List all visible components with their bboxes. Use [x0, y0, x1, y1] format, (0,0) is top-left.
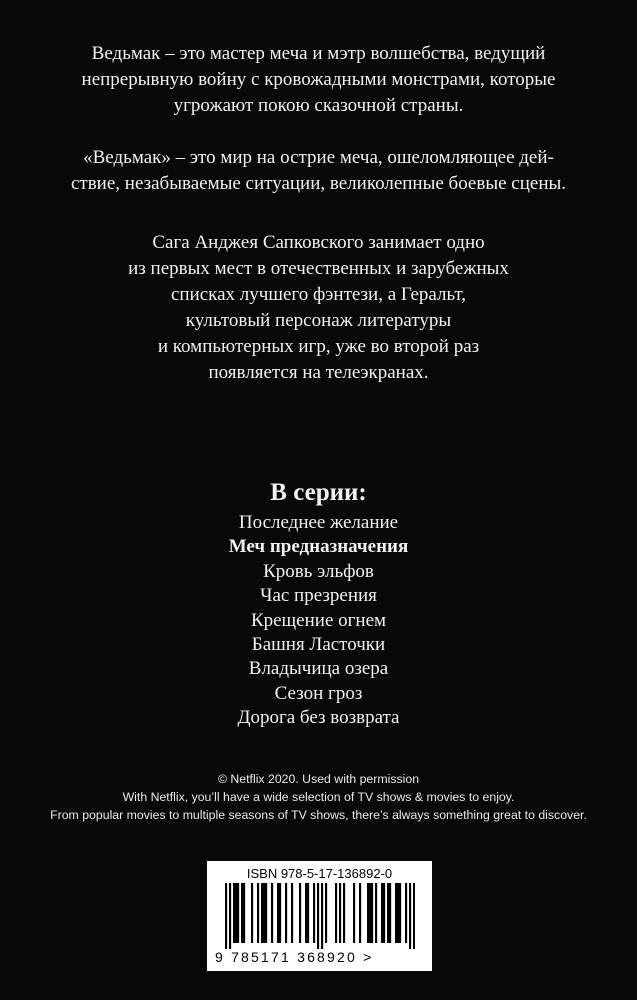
barcode-bar	[405, 883, 407, 943]
barcode-bar	[397, 883, 399, 943]
series-book-item: Крещение огнем	[250, 609, 387, 631]
text-line: и компьютерных игр, уже во второй раз	[157, 336, 480, 357]
description-paragraph-1	[0, 41, 637, 119]
barcode-bar	[399, 883, 401, 943]
barcode-bar	[285, 883, 287, 943]
barcode-bar	[265, 883, 267, 943]
isbn-barcode	[207, 861, 432, 971]
barcode-bar	[371, 883, 373, 943]
credits-line: With Netflix, you’ll have a wide selection of TV shows & movies to enjoy.	[122, 790, 515, 804]
description-paragraph-2	[0, 145, 637, 197]
barcode-bar	[279, 883, 281, 943]
barcode-bar	[271, 883, 273, 943]
barcode-bar	[263, 883, 265, 943]
barcode-bar	[395, 883, 397, 943]
barcode-bar	[257, 883, 259, 943]
barcode-bar	[359, 883, 361, 943]
copyright-line: © Netflix 2020. Used with permission	[217, 772, 420, 786]
barcode-bar	[387, 883, 389, 943]
barcode-bar	[369, 883, 371, 943]
barcode-bar	[305, 883, 307, 943]
barcode-bar	[291, 883, 293, 943]
barcode-bar	[383, 883, 385, 943]
barcode-bar	[235, 883, 237, 943]
series-book-item: Последнее желание	[238, 512, 399, 533]
barcode-digits: 9 785171 368920 >	[215, 949, 374, 965]
text-line: угрожают покою сказочной страны.	[173, 95, 464, 116]
credits-line: From popular movies to multiple seasons of TV shows, there’s always something great to discover.	[50, 808, 587, 822]
series-book-item: Дорога без возврата	[237, 707, 400, 729]
text-line: Сага Анджея Сапковского занимает одно	[152, 232, 485, 253]
barcode-bar	[343, 883, 345, 943]
barcode-bar	[237, 883, 239, 943]
text-line: непрерывную войну с кровожадными монстрами, которые	[81, 69, 556, 90]
barcode-bar	[325, 883, 327, 943]
series-book-item: Час презрения	[260, 585, 377, 607]
description-paragraph-3	[0, 230, 637, 386]
series-book-item: Меч предназначения	[228, 536, 409, 558]
barcode-bar	[375, 883, 377, 943]
barcode-bar	[409, 883, 411, 949]
barcode-bar	[321, 883, 323, 949]
barcode-bar	[233, 883, 235, 943]
barcode-bar	[225, 883, 227, 949]
text-line: Ведьмак – это мастер меча и мэтр волшебства, ведущий	[91, 43, 546, 64]
barcode-bars	[225, 883, 415, 949]
barcode-bar	[339, 883, 341, 943]
barcode-bar	[413, 883, 415, 949]
series-book-item: Владычица озера	[248, 658, 389, 680]
barcode-bar	[277, 883, 279, 943]
barcode-bar	[313, 883, 315, 943]
netflix-credits	[0, 770, 637, 824]
series-list	[0, 511, 637, 731]
barcode-bar	[229, 883, 231, 949]
series-section	[0, 478, 637, 731]
text-line: списках лучшего фэнтези, а Геральт,	[170, 284, 467, 305]
series-book-item: Башня Ласточки	[251, 634, 386, 656]
text-line: появляется на телеэкранах.	[208, 362, 429, 383]
barcode-bar	[353, 883, 355, 943]
barcode-bar	[317, 883, 319, 949]
barcode-bar	[381, 883, 383, 943]
barcode-bar	[243, 883, 245, 943]
series-heading: В серии:	[270, 479, 367, 506]
barcode-bar	[307, 883, 309, 943]
barcode-bar	[241, 883, 243, 943]
barcode-bar	[389, 883, 391, 943]
barcode-bar	[261, 883, 263, 943]
barcode-bar	[251, 883, 253, 943]
series-book-item: Сезон гроз	[274, 682, 363, 704]
barcode-bar	[335, 883, 337, 943]
text-line: культовый персонаж литературы	[185, 310, 452, 331]
text-line: «Ведьмак» – это мир на острие меча, ошеломляющее дей-	[83, 147, 554, 168]
barcode-bar	[299, 883, 301, 943]
barcode-bar	[367, 883, 369, 943]
text-line: ствие, незабываемые ситуации, великолепные боевые сцены.	[70, 173, 567, 194]
text-line: из первых мест в отечественных и зарубежных	[128, 258, 509, 279]
isbn-label: ISBN 978-5-17-136892-0	[246, 866, 393, 881]
series-book-item: Кровь эльфов	[263, 560, 374, 582]
